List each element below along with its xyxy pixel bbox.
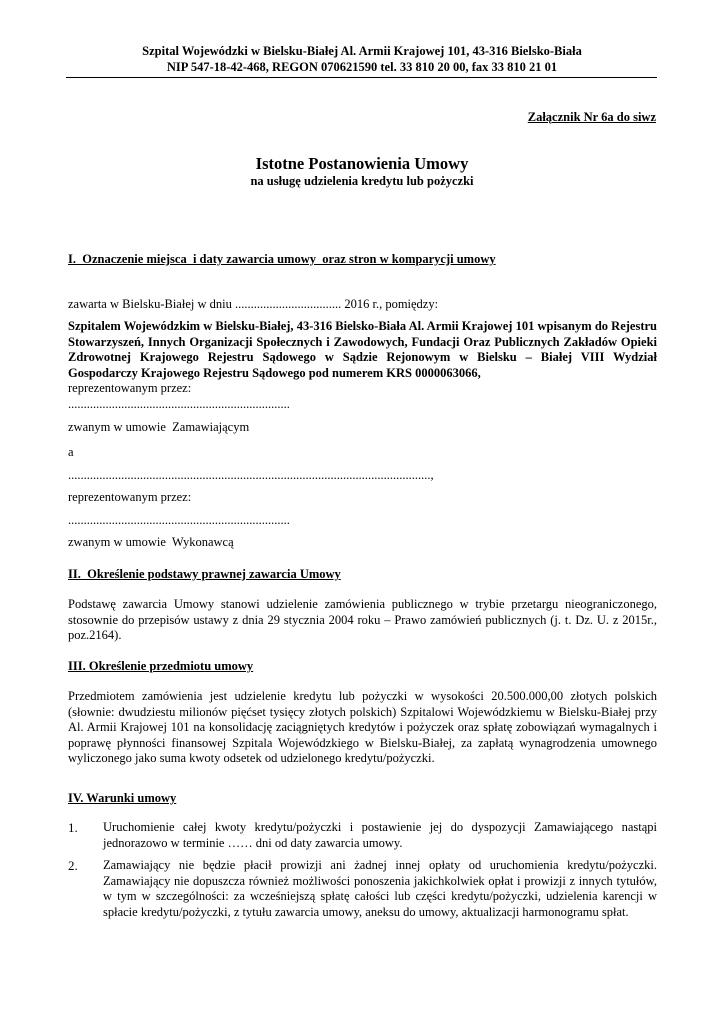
conjunction-and: a — [68, 445, 74, 459]
representative-placeholder-2: ....................................................................... — [68, 513, 290, 527]
conclusion-line: zawarta w Bielsku-Białej w dniu .................................. 2016 r., pomiędzy: — [68, 297, 439, 311]
represented-by-label-2: reprezentowanym przez: — [68, 490, 192, 504]
ordering-party-label: zwanym w umowie Zamawiającym — [68, 420, 250, 434]
representative-placeholder-1: ....................................................................... — [68, 397, 290, 411]
section-4-heading: IV. Warunki umowy — [68, 791, 177, 805]
section-1-heading: I. Oznaczenie miejsca i daty zawarcia umowy oraz stron w komparycji umowy — [68, 252, 496, 266]
page-title: Istotne Postanowienia Umowy — [255, 154, 469, 173]
condition-1-text: Uruchomienie całej kwoty kredytu/pożyczki i postawienie jej do dyspozycji Zamawiającego nastąpi jednorazowo w terminie …… dni od daty zawarcia umowy. — [103, 820, 657, 850]
condition-1-number: 1. — [68, 820, 78, 835]
section-3-text: Przedmiotem zamówienia jest udzielenie kredytu lub pożyczki w wysokości 20.500.000,00 złotych polskich (słownie: dwudziestu milionów pięćset tysięcy złotych polskich) Szpitalowi Wojewódzkiemu w Bielsku-Białej przy Al. Armii Krajowej 101 na konsolidację zaciągniętych kredytów i pożyczek oraz spłatę zobowiązań wymagalnych i poprawę płynności finansowej Szpitala Wojewódzkiego w Bielsku-Białej, za zapłatą wynagrodzenia umownego wyliczonego jako suma kwoty odsetek od udzielonego kredytu/pożyczki. — [68, 689, 657, 765]
section-3-heading: III. Określenie przedmiotu umowy — [68, 659, 254, 673]
contractor-label: zwanym w umowie Wykonawcą — [68, 535, 234, 549]
contractor-placeholder: ...................................................................................................................., — [68, 468, 434, 482]
page-subtitle: na usługę udzielenia kredytu lub pożyczki — [250, 174, 474, 188]
party-one-description: Szpitalem Wojewódzkim w Bielsku-Białej, 43-316 Bielsko-Biała Al. Armii Krajowej 101 wpisanym do Rejestru Stowarzyszeń, Innych Organizacji Społecznych i Zawodowych, Fundacji Oraz Publicznych Zakładów Opieki Zdrowotnej Krajowego Rejestru Sądowego w Sądzie Rejonowym w Bielsku – Białej VIII Wydział Gospodarczy Krajowego Rejestru Sądowego pod numerem KRS 0000063066, — [68, 319, 657, 380]
attachment-label: Załącznik Nr 6a do siwz — [527, 110, 656, 124]
represented-by-label-1: reprezentowanym przez: — [68, 381, 192, 395]
header-address: Szpital Wojewódzki w Bielsku-Białej Al. Armii Krajowej 101, 43-316 Bielsko-Biała — [142, 44, 582, 58]
section-2-heading: II. Określenie podstawy prawnej zawarcia Umowy — [68, 567, 341, 581]
header-divider — [66, 77, 657, 78]
section-2-text: Podstawę zawarcia Umowy stanowi udzielenie zamówienia publicznego w trybie przetargu nieograniczonego, stosownie do przepisów ustawy z dnia 29 stycznia 2004 roku – Prawo zamówień publicznych (j. t. Dz. U. z 2015r., poz.2164). — [68, 597, 657, 642]
condition-2-text: Zamawiający nie będzie płacił prowizji ani żadnej innej opłaty od uruchomienia kredytu/pożyczki. Zamawiający nie dopuszcza również możliwości ponoszenia jakichkolwiek opłat i prowizji z innych tytułów, w tym w szczególności: za wcześniejszą spłatę całości lub części kredytu/pożyczki, udzielenia karencji w spłacie kredytu/pożyczki, z tytułu zawarcia umowy, aneksu do umowy, aktualizacji harmonogramu spłat. — [103, 858, 657, 919]
header-contact: NIP 547-18-42-468, REGON 070621590 tel. 33 810 20 00, fax 33 810 21 01 — [166, 60, 558, 74]
condition-2-number: 2. — [68, 858, 78, 873]
